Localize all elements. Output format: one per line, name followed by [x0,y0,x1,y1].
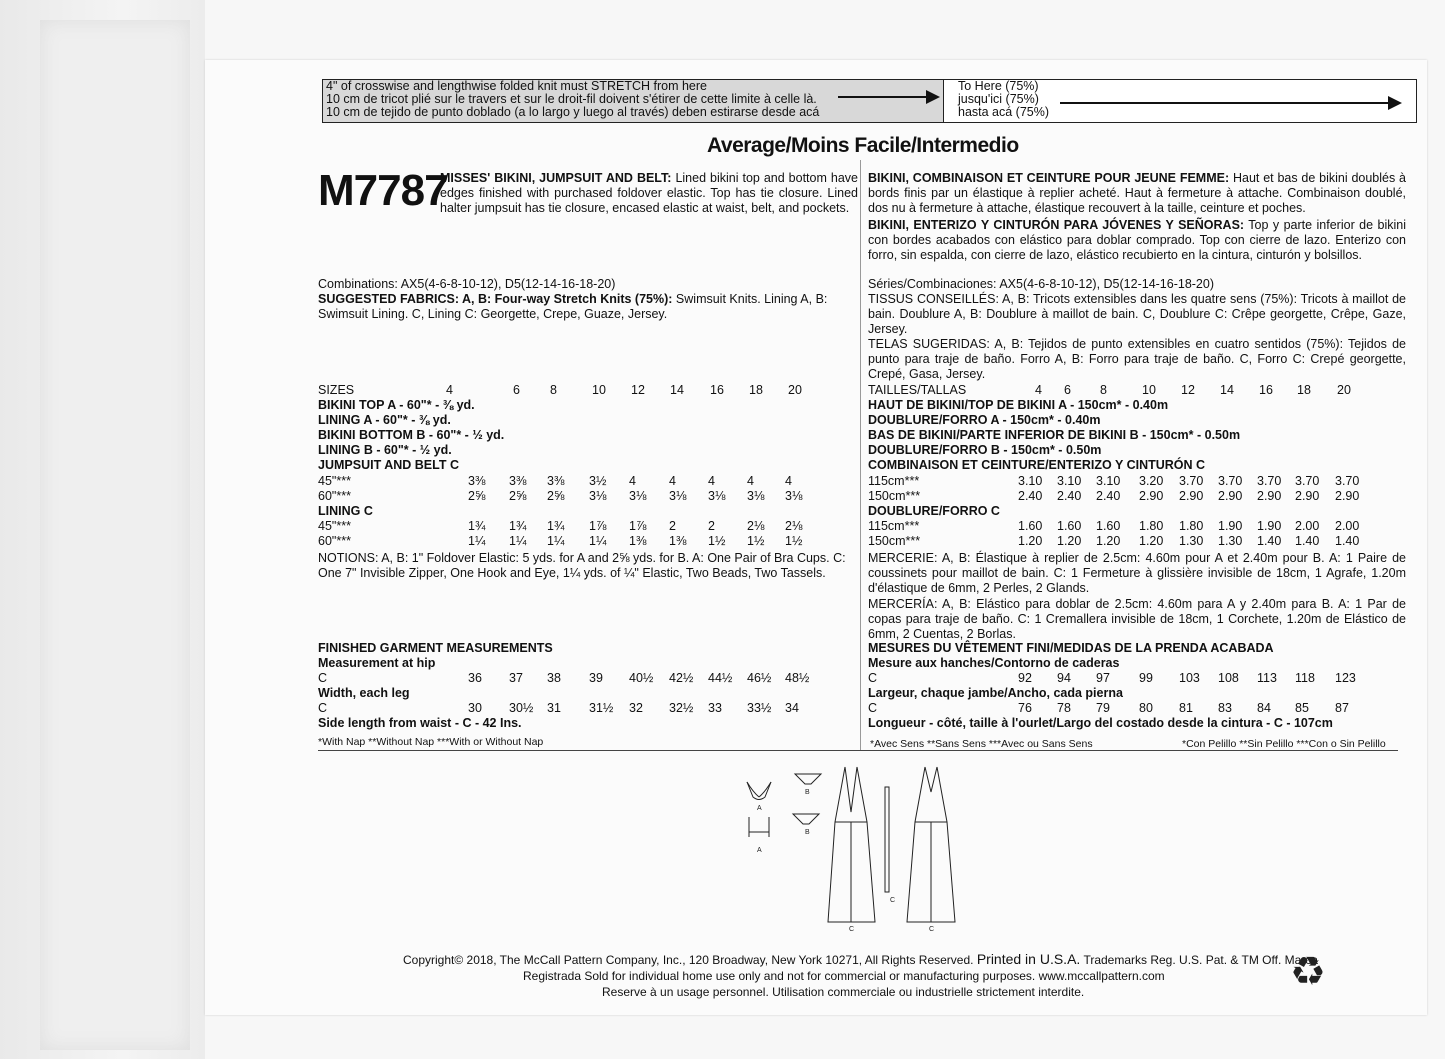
lc45-cell: 2⅛ [785,519,803,533]
lc45-cell: 1⅞ [629,519,647,533]
hip-fr-cell: 92 [1018,671,1032,685]
bas-bikini: BAS DE BIKINI/PARTE INFERIOR DE BIKINI B - 150cm* - 0.50m [868,428,1241,442]
jb60-cell: 3⅛ [708,489,726,503]
d150-cell: 1.40 [1295,534,1320,548]
lc45-cell: 2 [708,519,715,533]
d150-cell: 1.30 [1179,534,1204,548]
en-size-cell: 16 [710,383,724,397]
d115-cell: 1.80 [1139,519,1164,533]
stretch-arrow-right [1060,102,1400,104]
fr-size-cell: 20 [1337,383,1351,397]
en-size-cell: 8 [550,383,557,397]
es-description [868,218,1406,263]
d115-cell: 1.90 [1257,519,1282,533]
jb45-cell: 4 [785,474,792,488]
view-label-c-belt: C [890,897,896,904]
width-cell: 31 [547,701,561,715]
stretch-line-fr: 10 cm de tricot plié sur le travers et sur le droit-fil doivent s'étirer de cette limite à celle là. [326,92,817,106]
c115-cell: 3.70 [1295,474,1320,488]
d150-cell: 1.20 [1057,534,1082,548]
lining-b: LINING B - 60"* - ½ yd. [318,443,452,457]
nap-note-en: *With Nap **Without Nap ***With or Without Nap [318,736,544,748]
hip-fr-cell: 123 [1335,671,1356,685]
hip-fr-cell: 103 [1179,671,1200,685]
hip-cell: 44½ [708,671,733,685]
width-cell: 34 [785,701,799,715]
jb60-cell: 2⅝ [547,489,565,503]
width-fr-cell: 85 [1295,701,1309,715]
lining-a: LINING A - 60"* - ⅜ yd. [318,413,451,427]
lc60-cell: 1¼ [589,534,607,548]
jb45-cell: 3⅜ [468,474,486,488]
c150-cell: 2.90 [1257,489,1282,503]
en-description [440,171,858,216]
doublure-c: DOUBLURE/FORRO C [868,504,1000,518]
jb60-cell: 3⅛ [669,489,687,503]
en-size-cell: 6 [513,383,520,397]
sizes-label: SIZES [318,383,355,397]
suggested-fabrics: SUGGESTED FABRICS: A, B: Four-way Stretch Knits (75%): Swimsuit Knits. Lining A, B: Swimsuit Lining. C, Lining C: Georgette, Crepe, Guaze, Jersey. [318,292,828,321]
c150-cell: 2.90 [1295,489,1320,503]
merceria: MERCERÍA: A, B: Elástico para doblar de 2.5cm: 4.60m para A y 2.40m para B. A: 1 Par de copas para traje de baño. C: 1 Cremallera invisible de 18cm, 1 Corchete, 1.20m de Elástico de 6mm, 2 Cuentas, 2 Borlas. [868,597,1406,641]
c150-cell: 2.90 [1139,489,1164,503]
d150-cell: 1.20 [1096,534,1121,548]
width-fr-cell: 80 [1139,701,1153,715]
lc60-cell: 1½ [747,534,765,548]
en-title: MISSES' BIKINI, JUMPSUIT AND BELT: [440,171,672,185]
d150-cell: 1.20 [1018,534,1043,548]
c150-cell: 2.90 [1335,489,1360,503]
c150-cell: 2.40 [1057,489,1082,503]
hip-cell: 38 [547,671,561,685]
c115-label: 115cm*** [868,474,920,488]
lining-c: LINING C [318,504,373,518]
width-cell: 33 [708,701,722,715]
mesures: MESURES DU VÊTEMENT FINI/MEDIDAS DE LA PRENDA ACABADA [868,641,1274,655]
hip-fr-cell: 108 [1218,671,1239,685]
es-desc: Top y parte inferior de bikini con bordes acabados con elástico para doblar comprado. Top con cierre de lazo. Enterizo con forro, sin espalda, con cierre de lazo, elástico recubierto en la cintura, cinturón y bolsillos. [868,218,1407,262]
hip-cell: 36 [468,671,482,685]
fr-desc: Haut et bas de bikini doublés à bords finis par un élastique à replier acheté. Haut à fermeture à attache. Combinaison doublé, dos nu à fermeture à attache, élastique recouvert à la taille, ceinture et poches. [868,171,1407,215]
width-fr-cell: 78 [1057,701,1071,715]
hip-cell: 46½ [747,671,772,685]
en-desc: Lined bikini top and bottom have edges finished with purchased foldover elastic. Top has tie closure. Lined halter jumpsuit has tie closure, encased elastic at waist, belt, and pockets. [440,171,858,215]
doublure-a: DOUBLURE/FORRO A - 150cm* - 0.40m [868,413,1101,427]
c150-cell: 2.40 [1096,489,1121,503]
d115-label: 115cm*** [868,519,920,533]
fr-size-cell: 16 [1259,383,1273,397]
c150-cell: 2.90 [1179,489,1204,503]
jb60-cell: 3⅛ [589,489,607,503]
width-fr-cell: 81 [1179,701,1193,715]
notions: NOTIONS: A, B: 1" Foldover Elastic: 5 yds. for A and 2⅝ yds. for B. A: One Pair of Bra Cups. C: One 7" Invisible Zipper, One Hook and Eye, 1¼ yds. of ¼" Elastic, Two Beads, Two Tassels. [318,551,846,580]
copyright-line: Copyright© 2018, The McCall Pattern Company, Inc., 120 Broadway, New York 10271, All Rights Reserved. Printed in U.S.A. Trademarks Reg. U.S. Pat. & TM Off. Marca [403,951,1318,967]
jumpsuit-belt-c: JUMPSUIT AND BELT C [318,458,459,472]
d150-label: 150cm*** [868,534,921,548]
combinaison-c: COMBINAISON ET CEINTURE/ENTERIZO Y CINTURÓN C [868,458,1206,472]
en-size-cell: 14 [670,383,684,397]
jb60-cell: 3⅛ [785,489,803,503]
jb45-cell: 3½ [589,474,607,488]
jb45-cell: 3⅜ [509,474,527,488]
width-fr-cell: 87 [1335,701,1349,715]
hip-fr-cell: 99 [1139,671,1153,685]
d115-cell: 1.90 [1218,519,1243,533]
hip-cell: 48½ [785,671,810,685]
hip-fr-cell: 97 [1096,671,1110,685]
longueur: Longueur - côté, taille à l'ourlet/Largo del costado desde la cintura - C - 107cm [868,716,1333,730]
to-here-en: To Here (75%) [958,79,1039,93]
jb45-cell: 4 [629,474,636,488]
mercerie: MERCERIE: A, B: Élastique à replier de 2.5cm: 4.60m pour A et 2.40m pour B. A: 1 Paire de coussinets pour maillot de bain. C: 1 Fermeture à glissière invisible de 18cm, 1 Agrafe, 1.20m d'élastique de 6mm, 2 Perles, 2 Glands. [868,551,1406,595]
hip-cell: 40½ [629,671,654,685]
d115-cell: 1.60 [1018,519,1043,533]
lc60-cell: 1¼ [547,534,565,548]
width-cell: 32½ [669,701,694,715]
recycle-icon: ♻ [1290,950,1326,994]
series: Séries/Combinaciones: AX5(4-6-8-10-12), D5(12-14-16-18-20) [868,277,1215,291]
stretch-line-en: 4" of crosswise and lengthwise folded knit must STRETCH from here [326,79,707,93]
lc60-cell: 1¼ [509,534,527,548]
column-divider [860,160,861,750]
fr-title: BIKINI, COMBINAISON ET CEINTURE POUR JEUNE FEMME: [868,171,1230,185]
hip-label: Measurement at hip [318,656,436,670]
c115-cell: 3.70 [1257,474,1282,488]
width-cell: 31½ [589,701,614,715]
jb45-cell: 3⅜ [547,474,565,488]
lc60-cell: 1¼ [468,534,486,548]
fr-size-cell: 6 [1064,383,1071,397]
tailles-label: TAILLES/TALLAS [868,383,967,397]
bottom-rule [318,750,1398,751]
d115-cell: 1.60 [1096,519,1121,533]
bikini-bottom-b-sketch [793,774,821,824]
d150-cell: 1.40 [1335,534,1360,548]
lc60-label: 60"*** [318,534,351,548]
nap-note-fr: *Avec Sens **Sans Sens ***Avec ou Sans Sens [870,738,1093,750]
view-label-b-back: B [805,829,810,836]
c115-cell: 3.70 [1335,474,1360,488]
width-label: Width, each leg [318,686,410,700]
fr-size-cell: 10 [1142,383,1156,397]
stretch-arrow-left [838,96,938,98]
lc45-cell: 1¾ [468,519,486,533]
width-fr-cell: 83 [1218,701,1232,715]
lc45-label: 45"*** [318,519,351,533]
belt-c-sketch [885,787,889,892]
width-fr-cell: 84 [1257,701,1271,715]
c150-label: 150cm*** [868,489,921,503]
lc45-cell: 2⅛ [747,519,765,533]
bikini-top-a-sketch [747,782,771,800]
nap-note-es: *Con Pelillo **Sin Pelillo ***Con o Sin Pelillo [1182,738,1386,750]
lc60-cell: 1½ [785,534,803,548]
view-label-a: A [757,805,762,812]
lc60-cell: 1⅜ [669,534,687,548]
width-cell: 30½ [509,701,534,715]
finished-measurements: FINISHED GARMENT MEASUREMENTS [318,641,553,655]
lc45-cell: 2 [669,519,676,533]
d115-cell: 2.00 [1335,519,1360,533]
d115-cell: 1.80 [1179,519,1204,533]
width-cell: 30 [468,701,482,715]
en-size-cell: 18 [749,383,763,397]
en-size-cell: 12 [631,383,645,397]
fr-size-cell: 8 [1100,383,1107,397]
to-here-es: hasta acá (75%) [958,105,1050,119]
width-fr-cell: 79 [1096,701,1110,715]
fr-size-cell: 18 [1297,383,1311,397]
d115-cell: 1.60 [1057,519,1082,533]
en-size-cell: 20 [788,383,802,397]
lc60-cell: 1½ [708,534,726,548]
lc45-cell: 1¾ [509,519,527,533]
stretch-line-es: 10 cm de tejido de punto doblado (a lo largo y luego al través) deben estirarse desde acá [326,105,820,119]
c115-cell: 3.70 [1218,474,1243,488]
haut-bikini: HAUT DE BIKINI/TOP DE BIKINI A - 150cm* - 0.40m [868,398,1169,412]
width-c: C [318,701,328,715]
d150-cell: 1.30 [1218,534,1243,548]
hip-cell: 37 [509,671,523,685]
jumpsuit-c-back-sketch [907,767,955,922]
difficulty-heading: Average/Moins Facile/Intermedio [707,134,1019,157]
en-size-cell: 4 [446,383,453,397]
hip-label-fr: Mesure aux hanches/Contorno de caderas [868,656,1120,670]
hip-fr-cell: 118 [1295,671,1315,685]
hip-fr-cell: 94 [1057,671,1071,685]
jumpsuit-c-front-sketch [828,767,875,922]
c115-cell: 3.70 [1179,474,1204,488]
hip-c-fr: C [868,671,878,685]
jb60-cell: 2⅝ [468,489,486,503]
garment-line-art [735,762,965,932]
width-fr-cell: 76 [1018,701,1032,715]
fr-size-cell: 12 [1181,383,1195,397]
lc60-cell: 1⅜ [629,534,647,548]
side-length: Side length from waist - C - 42 Ins. [318,716,522,730]
lc45-cell: 1¾ [547,519,565,533]
hip-c: C [318,671,328,685]
jb45-cell: 4 [708,474,715,488]
jb45-label: 45"*** [318,474,351,488]
d150-cell: 1.20 [1139,534,1164,548]
jb45-cell: 4 [669,474,676,488]
pattern-number: M7787 [318,166,448,215]
view-label-c-back: C [929,926,935,932]
jb60-cell: 3⅛ [747,489,765,503]
hip-fr-cell: 113 [1257,671,1277,685]
jb45-cell: 4 [747,474,754,488]
es-title: BIKINI, ENTERIZO Y CINTURÓN PARA JÓVENES Y SEÑORAS: [868,218,1245,232]
en-size-cell: 10 [592,383,606,397]
to-here-fr: jusqu'ici (75%) [958,92,1039,106]
d115-cell: 2.00 [1295,519,1320,533]
d150-cell: 1.40 [1257,534,1282,548]
stretch-gauge [322,79,1417,123]
bikini-top-a-back-sketch [749,817,769,837]
bikini-bottom-b: BIKINI BOTTOM B - 60"* - ½ yd. [318,428,505,442]
c150-cell: 2.90 [1218,489,1243,503]
combinations: Combinations: AX5(4-6-8-10-12), D5(12-14-16-18-20) [318,277,616,291]
tissus: TISSUS CONSEILLÉS: A, B: Tricots extensibles dans les quatre sens (75%): Tricots à maillot de bain. Doublure A, B: Doublure à maillot de bain. C, Doublure C: Crêpe georgette, Crêpe, Gaze, Jersey. [868,292,1406,336]
view-label-b: B [805,789,810,796]
view-label-a-back: A [757,847,762,854]
c115-cell: 3.10 [1096,474,1121,488]
c115-cell: 3.10 [1018,474,1043,488]
jb60-cell: 3⅛ [629,489,647,503]
reserve-line: Reserve à un usage personnel. Utilisation commerciale ou industrielle strictement interdite. [602,985,1085,999]
hip-cell: 39 [589,671,603,685]
fr-description [868,171,1406,216]
hip-cell: 42½ [669,671,694,685]
view-label-c: C [849,926,855,932]
jb60-label: 60"*** [318,489,351,503]
doublure-b: DOUBLURE/FORRO B - 150cm* - 0.50m [868,443,1102,457]
fr-size-cell: 4 [1035,383,1042,397]
registrada-line: Registrada Sold for individual home use only and not for commercial or manufacturing purposes. www.mccallpattern.com [523,969,1165,983]
fr-size-cell: 14 [1220,383,1234,397]
telas: TELAS SUGERIDAS: A, B: Tejidos de punto extensibles en cuatro sentidos (75%): Tejidos de punto para traje de baño. Forro A, B: Forro para traje de baño. C, Forro C: Crepé georgette, Crepé, Gasa, Jersey. [868,337,1406,381]
c150-cell: 2.40 [1018,489,1043,503]
c115-cell: 3.10 [1057,474,1082,488]
width-cell: 32 [629,701,643,715]
jb60-cell: 2⅝ [509,489,527,503]
lc45-cell: 1⅞ [589,519,607,533]
printed-in: Printed in U.S.A. [976,951,1081,967]
envelope-flap [0,0,205,1059]
width-label-fr: Largeur, chaque jambe/Ancho, cada pierna [868,686,1123,700]
width-cell: 33½ [747,701,772,715]
width-c-fr: C [868,701,878,715]
c115-cell: 3.20 [1139,474,1164,488]
bikini-top-a: BIKINI TOP A - 60"* - ⅜ yd. [318,398,475,412]
